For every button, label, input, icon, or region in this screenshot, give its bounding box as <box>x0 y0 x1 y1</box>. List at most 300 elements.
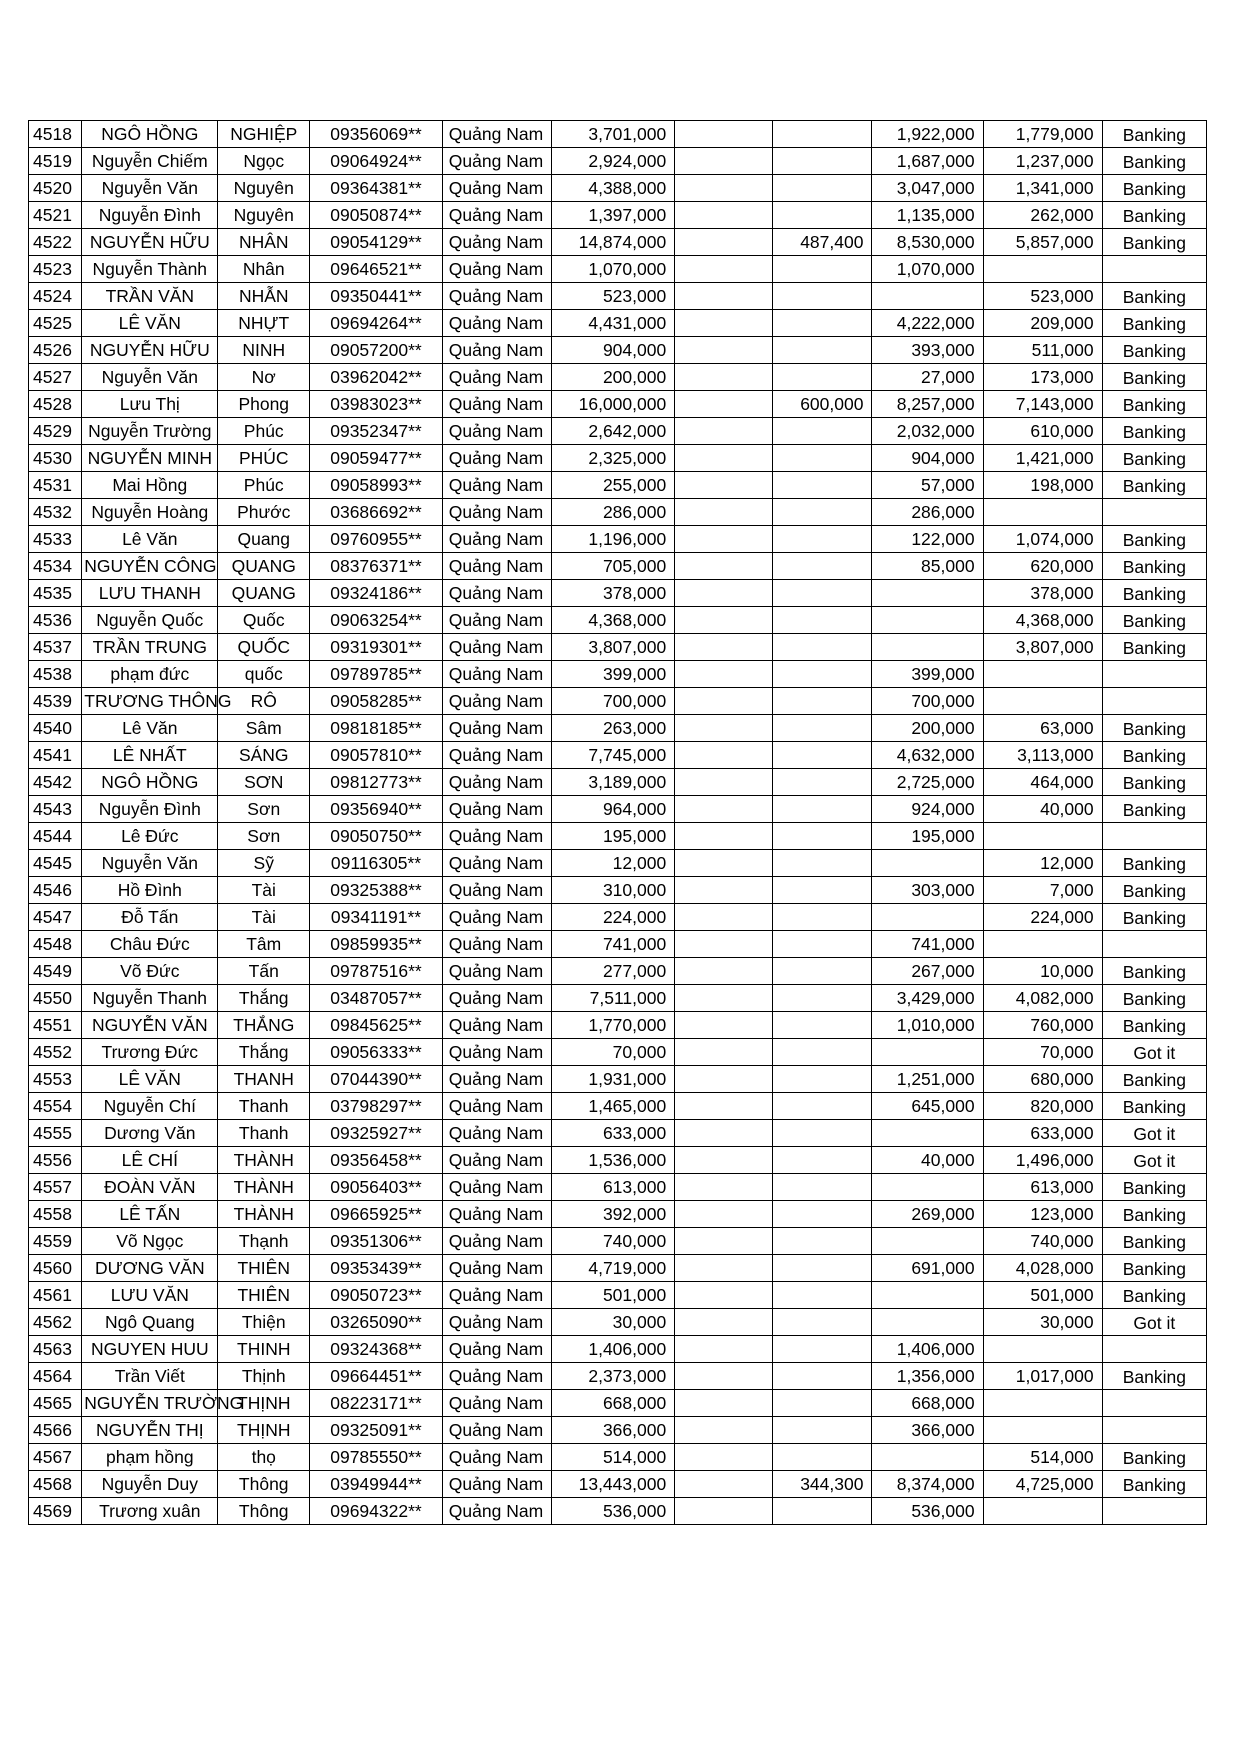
province: Quảng Nam <box>442 958 551 985</box>
amount-col-1 <box>675 391 773 418</box>
given-name: SƠN <box>218 769 310 796</box>
amount-col-2 <box>772 1444 872 1471</box>
payment-method: Banking <box>1102 1444 1206 1471</box>
amount-col-2 <box>772 1147 872 1174</box>
amount-col-1 <box>675 256 773 283</box>
amount-col-4: 514,000 <box>983 1444 1102 1471</box>
amount-col-3: 122,000 <box>872 526 983 553</box>
payment-method: Banking <box>1102 364 1206 391</box>
given-name: THIÊN <box>218 1282 310 1309</box>
table-row <box>29 553 1207 580</box>
table-body <box>29 121 1207 1525</box>
amount-col-4: 1,074,000 <box>983 526 1102 553</box>
amount-col-4: 1,779,000 <box>983 121 1102 148</box>
row-number: 4553 <box>29 1066 82 1093</box>
phone-number: 09116305** <box>310 850 443 877</box>
amount-col-2 <box>772 661 872 688</box>
table-row <box>29 256 1207 283</box>
total-amount: 277,000 <box>551 958 675 985</box>
payment-table <box>28 120 1207 1525</box>
family-name: LÊ NHẤT <box>82 742 218 769</box>
province: Quảng Nam <box>442 850 551 877</box>
family-name: LÊ TẤN <box>82 1201 218 1228</box>
province: Quảng Nam <box>442 661 551 688</box>
row-number: 4525 <box>29 310 82 337</box>
row-number: 4533 <box>29 526 82 553</box>
row-number: 4537 <box>29 634 82 661</box>
family-name: Hồ Đình <box>82 877 218 904</box>
family-name: phạm đức <box>82 661 218 688</box>
amount-col-3 <box>872 1309 983 1336</box>
phone-number: 09057200** <box>310 337 443 364</box>
amount-col-3: 57,000 <box>872 472 983 499</box>
amount-col-2 <box>772 1066 872 1093</box>
total-amount: 70,000 <box>551 1039 675 1066</box>
amount-col-3: 691,000 <box>872 1255 983 1282</box>
amount-col-1 <box>675 1471 773 1498</box>
amount-col-3: 924,000 <box>872 796 983 823</box>
amount-col-1 <box>675 958 773 985</box>
amount-col-1 <box>675 148 773 175</box>
province: Quảng Nam <box>442 688 551 715</box>
table-row <box>29 823 1207 850</box>
payment-method: Banking <box>1102 769 1206 796</box>
family-name: NGUYEN HUU <box>82 1336 218 1363</box>
amount-col-3 <box>872 634 983 661</box>
total-amount: 12,000 <box>551 850 675 877</box>
row-number: 4561 <box>29 1282 82 1309</box>
amount-col-4: 820,000 <box>983 1093 1102 1120</box>
phone-number: 09353439** <box>310 1255 443 1282</box>
province: Quảng Nam <box>442 229 551 256</box>
amount-col-1 <box>675 1417 773 1444</box>
province: Quảng Nam <box>442 1174 551 1201</box>
table-row <box>29 526 1207 553</box>
family-name: LƯU THANH <box>82 580 218 607</box>
table-row <box>29 1255 1207 1282</box>
payment-method: Banking <box>1102 229 1206 256</box>
row-number: 4549 <box>29 958 82 985</box>
given-name: THINH <box>218 1336 310 1363</box>
table-row <box>29 1471 1207 1498</box>
amount-col-4 <box>983 931 1102 958</box>
payment-method <box>1102 1498 1206 1525</box>
phone-number: 09050723** <box>310 1282 443 1309</box>
payment-method <box>1102 931 1206 958</box>
payment-method: Banking <box>1102 445 1206 472</box>
amount-col-1 <box>675 1282 773 1309</box>
total-amount: 1,397,000 <box>551 202 675 229</box>
payment-method <box>1102 688 1206 715</box>
amount-col-2 <box>772 1174 872 1201</box>
given-name: Tài <box>218 904 310 931</box>
phone-number: 09324186** <box>310 580 443 607</box>
amount-col-3: 8,374,000 <box>872 1471 983 1498</box>
total-amount: 523,000 <box>551 283 675 310</box>
amount-col-1 <box>675 877 773 904</box>
family-name: Nguyễn Thanh <box>82 985 218 1012</box>
amount-col-3: 399,000 <box>872 661 983 688</box>
family-name: Nguyễn Duy <box>82 1471 218 1498</box>
table-row <box>29 499 1207 526</box>
amount-col-3 <box>872 1228 983 1255</box>
amount-col-2 <box>772 769 872 796</box>
table-row <box>29 769 1207 796</box>
amount-col-1 <box>675 418 773 445</box>
total-amount: 310,000 <box>551 877 675 904</box>
amount-col-2 <box>772 526 872 553</box>
province: Quảng Nam <box>442 823 551 850</box>
family-name: Nguyễn Trường <box>82 418 218 445</box>
amount-col-3: 85,000 <box>872 553 983 580</box>
row-number: 4522 <box>29 229 82 256</box>
table-row <box>29 148 1207 175</box>
amount-col-1 <box>675 499 773 526</box>
amount-col-1 <box>675 1201 773 1228</box>
payment-method <box>1102 256 1206 283</box>
amount-col-3 <box>872 1282 983 1309</box>
amount-col-2 <box>772 175 872 202</box>
amount-col-1 <box>675 823 773 850</box>
given-name: THANH <box>218 1066 310 1093</box>
total-amount: 501,000 <box>551 1282 675 1309</box>
table-row <box>29 634 1207 661</box>
payment-method: Banking <box>1102 742 1206 769</box>
province: Quảng Nam <box>442 1309 551 1336</box>
amount-col-4: 40,000 <box>983 796 1102 823</box>
province: Quảng Nam <box>442 418 551 445</box>
phone-number: 09364381** <box>310 175 443 202</box>
table-row <box>29 931 1207 958</box>
total-amount: 200,000 <box>551 364 675 391</box>
given-name: Quang <box>218 526 310 553</box>
family-name: NGUYỄN THỊ <box>82 1417 218 1444</box>
amount-col-1 <box>675 1363 773 1390</box>
family-name: TRẦN VĂN <box>82 283 218 310</box>
given-name: Tâm <box>218 931 310 958</box>
phone-number: 09324368** <box>310 1336 443 1363</box>
amount-col-4 <box>983 661 1102 688</box>
amount-col-2 <box>772 1255 872 1282</box>
phone-number: 09351306** <box>310 1228 443 1255</box>
given-name: THỊNH <box>218 1417 310 1444</box>
family-name: Lê Văn <box>82 715 218 742</box>
amount-col-2 <box>772 904 872 931</box>
total-amount: 3,807,000 <box>551 634 675 661</box>
row-number: 4551 <box>29 1012 82 1039</box>
total-amount: 740,000 <box>551 1228 675 1255</box>
payment-method: Got it <box>1102 1147 1206 1174</box>
given-name: Thanh <box>218 1120 310 1147</box>
amount-col-4: 224,000 <box>983 904 1102 931</box>
amount-col-4 <box>983 1498 1102 1525</box>
table-row <box>29 1120 1207 1147</box>
amount-col-3: 4,222,000 <box>872 310 983 337</box>
table-row <box>29 1174 1207 1201</box>
given-name: Nguyên <box>218 202 310 229</box>
amount-col-2 <box>772 1336 872 1363</box>
phone-number: 03983023** <box>310 391 443 418</box>
amount-col-3: 700,000 <box>872 688 983 715</box>
table-row <box>29 1066 1207 1093</box>
row-number: 4554 <box>29 1093 82 1120</box>
phone-number: 09789785** <box>310 661 443 688</box>
amount-col-1 <box>675 526 773 553</box>
total-amount: 4,431,000 <box>551 310 675 337</box>
amount-col-3: 393,000 <box>872 337 983 364</box>
province: Quảng Nam <box>442 769 551 796</box>
table-row <box>29 472 1207 499</box>
total-amount: 904,000 <box>551 337 675 364</box>
given-name: Sơn <box>218 796 310 823</box>
amount-col-3 <box>872 850 983 877</box>
family-name: TRƯƠNG THÔNG <box>82 688 218 715</box>
amount-col-2 <box>772 1390 872 1417</box>
total-amount: 255,000 <box>551 472 675 499</box>
province: Quảng Nam <box>442 634 551 661</box>
amount-col-3: 200,000 <box>872 715 983 742</box>
given-name: NHÂN <box>218 229 310 256</box>
amount-col-2 <box>772 418 872 445</box>
amount-col-1 <box>675 688 773 715</box>
total-amount: 514,000 <box>551 1444 675 1471</box>
payment-method: Banking <box>1102 472 1206 499</box>
amount-col-3: 1,687,000 <box>872 148 983 175</box>
phone-number: 03949944** <box>310 1471 443 1498</box>
amount-col-3 <box>872 1120 983 1147</box>
province: Quảng Nam <box>442 1012 551 1039</box>
amount-col-4: 7,000 <box>983 877 1102 904</box>
amount-col-1 <box>675 1147 773 1174</box>
row-number: 4520 <box>29 175 82 202</box>
table-row <box>29 310 1207 337</box>
amount-col-2 <box>772 553 872 580</box>
given-name: Thanh <box>218 1093 310 1120</box>
row-number: 4540 <box>29 715 82 742</box>
given-name: Nguyên <box>218 175 310 202</box>
phone-number: 09058285** <box>310 688 443 715</box>
given-name: THÀNH <box>218 1174 310 1201</box>
province: Quảng Nam <box>442 1363 551 1390</box>
amount-col-2 <box>772 580 872 607</box>
payment-method: Banking <box>1102 634 1206 661</box>
province: Quảng Nam <box>442 175 551 202</box>
amount-col-3: 1,406,000 <box>872 1336 983 1363</box>
total-amount: 1,465,000 <box>551 1093 675 1120</box>
row-number: 4546 <box>29 877 82 904</box>
table-row <box>29 742 1207 769</box>
family-name: Võ Đức <box>82 958 218 985</box>
payment-method: Banking <box>1102 553 1206 580</box>
table-row <box>29 1093 1207 1120</box>
province: Quảng Nam <box>442 607 551 634</box>
amount-col-2: 487,400 <box>772 229 872 256</box>
amount-col-4: 12,000 <box>983 850 1102 877</box>
family-name: Nguyễn Hoàng <box>82 499 218 526</box>
family-name: phạm hồng <box>82 1444 218 1471</box>
amount-col-3 <box>872 1444 983 1471</box>
given-name: QUANG <box>218 580 310 607</box>
amount-col-3: 668,000 <box>872 1390 983 1417</box>
table-row <box>29 688 1207 715</box>
given-name: THỊNH <box>218 1390 310 1417</box>
phone-number: 09056403** <box>310 1174 443 1201</box>
total-amount: 14,874,000 <box>551 229 675 256</box>
payment-method: Banking <box>1102 850 1206 877</box>
amount-col-2 <box>772 823 872 850</box>
amount-col-1 <box>675 337 773 364</box>
amount-col-4 <box>983 1390 1102 1417</box>
row-number: 4541 <box>29 742 82 769</box>
amount-col-4: 70,000 <box>983 1039 1102 1066</box>
amount-col-1 <box>675 634 773 661</box>
amount-col-2 <box>772 1093 872 1120</box>
total-amount: 399,000 <box>551 661 675 688</box>
payment-method: Banking <box>1102 1066 1206 1093</box>
phone-number: 09356940** <box>310 796 443 823</box>
amount-col-1 <box>675 985 773 1012</box>
amount-col-4: 1,341,000 <box>983 175 1102 202</box>
table-row <box>29 1390 1207 1417</box>
province: Quảng Nam <box>442 391 551 418</box>
phone-number: 09325388** <box>310 877 443 904</box>
phone-number: 09694264** <box>310 310 443 337</box>
total-amount: 536,000 <box>551 1498 675 1525</box>
amount-col-2 <box>772 1228 872 1255</box>
phone-number: 09325091** <box>310 1417 443 1444</box>
amount-col-3: 40,000 <box>872 1147 983 1174</box>
amount-col-4 <box>983 1417 1102 1444</box>
province: Quảng Nam <box>442 1336 551 1363</box>
amount-col-4: 633,000 <box>983 1120 1102 1147</box>
amount-col-2 <box>772 310 872 337</box>
family-name: Nguyễn Thành <box>82 256 218 283</box>
amount-col-3: 27,000 <box>872 364 983 391</box>
row-number: 4560 <box>29 1255 82 1282</box>
total-amount: 1,196,000 <box>551 526 675 553</box>
family-name: LÊ VĂN <box>82 1066 218 1093</box>
province: Quảng Nam <box>442 1147 551 1174</box>
table-row <box>29 1336 1207 1363</box>
payment-method <box>1102 661 1206 688</box>
province: Quảng Nam <box>442 1201 551 1228</box>
given-name: Sâm <box>218 715 310 742</box>
payment-method: Banking <box>1102 1255 1206 1282</box>
table-row <box>29 175 1207 202</box>
total-amount: 4,719,000 <box>551 1255 675 1282</box>
row-number: 4550 <box>29 985 82 1012</box>
phone-number: 09859935** <box>310 931 443 958</box>
family-name: NGUYỄN CÔNG <box>82 553 218 580</box>
amount-col-1 <box>675 580 773 607</box>
payment-method <box>1102 823 1206 850</box>
table-row <box>29 958 1207 985</box>
given-name: Thông <box>218 1498 310 1525</box>
province: Quảng Nam <box>442 310 551 337</box>
given-name: QUỐC <box>218 634 310 661</box>
phone-number: 09665925** <box>310 1201 443 1228</box>
given-name: Thông <box>218 1471 310 1498</box>
phone-number: 03487057** <box>310 985 443 1012</box>
province: Quảng Nam <box>442 256 551 283</box>
phone-number: 09054129** <box>310 229 443 256</box>
province: Quảng Nam <box>442 1255 551 1282</box>
province: Quảng Nam <box>442 580 551 607</box>
payment-method: Banking <box>1102 1363 1206 1390</box>
amount-col-1 <box>675 1228 773 1255</box>
family-name: Nguyễn Chí <box>82 1093 218 1120</box>
amount-col-1 <box>675 931 773 958</box>
province: Quảng Nam <box>442 121 551 148</box>
province: Quảng Nam <box>442 715 551 742</box>
family-name: Nguyễn Đình <box>82 202 218 229</box>
given-name: Tài <box>218 877 310 904</box>
phone-number: 09056333** <box>310 1039 443 1066</box>
amount-col-4 <box>983 823 1102 850</box>
total-amount: 2,642,000 <box>551 418 675 445</box>
amount-col-1 <box>675 1336 773 1363</box>
amount-col-3: 2,032,000 <box>872 418 983 445</box>
phone-number: 09059477** <box>310 445 443 472</box>
amount-col-4 <box>983 499 1102 526</box>
province: Quảng Nam <box>442 796 551 823</box>
row-number: 4558 <box>29 1201 82 1228</box>
phone-number: 08223171** <box>310 1390 443 1417</box>
amount-col-2 <box>772 202 872 229</box>
province: Quảng Nam <box>442 742 551 769</box>
amount-col-3: 4,632,000 <box>872 742 983 769</box>
amount-col-4: 680,000 <box>983 1066 1102 1093</box>
payment-method: Banking <box>1102 796 1206 823</box>
amount-col-4: 4,082,000 <box>983 985 1102 1012</box>
amount-col-4: 5,857,000 <box>983 229 1102 256</box>
amount-col-2 <box>772 364 872 391</box>
amount-col-3: 267,000 <box>872 958 983 985</box>
total-amount: 1,536,000 <box>551 1147 675 1174</box>
amount-col-1 <box>675 229 773 256</box>
total-amount: 263,000 <box>551 715 675 742</box>
amount-col-2 <box>772 337 872 364</box>
amount-col-2 <box>772 1363 872 1390</box>
province: Quảng Nam <box>442 148 551 175</box>
row-number: 4563 <box>29 1336 82 1363</box>
phone-number: 09356458** <box>310 1147 443 1174</box>
family-name: Ngô Quang <box>82 1309 218 1336</box>
table-row <box>29 715 1207 742</box>
table-row <box>29 1012 1207 1039</box>
province: Quảng Nam <box>442 472 551 499</box>
total-amount: 1,406,000 <box>551 1336 675 1363</box>
table-row <box>29 202 1207 229</box>
row-number: 4518 <box>29 121 82 148</box>
amount-col-1 <box>675 364 773 391</box>
amount-col-4: 610,000 <box>983 418 1102 445</box>
payment-method: Banking <box>1102 877 1206 904</box>
family-name: NGUYỄN VĂN <box>82 1012 218 1039</box>
family-name: Nguyễn Đình <box>82 796 218 823</box>
table-row <box>29 1309 1207 1336</box>
amount-col-2 <box>772 796 872 823</box>
table-row <box>29 364 1207 391</box>
phone-number: 09664451** <box>310 1363 443 1390</box>
phone-number: 09356069** <box>310 121 443 148</box>
phone-number: 09325927** <box>310 1120 443 1147</box>
province: Quảng Nam <box>442 1066 551 1093</box>
amount-col-1 <box>675 472 773 499</box>
total-amount: 2,373,000 <box>551 1363 675 1390</box>
family-name: NGÔ HỒNG <box>82 769 218 796</box>
total-amount: 700,000 <box>551 688 675 715</box>
